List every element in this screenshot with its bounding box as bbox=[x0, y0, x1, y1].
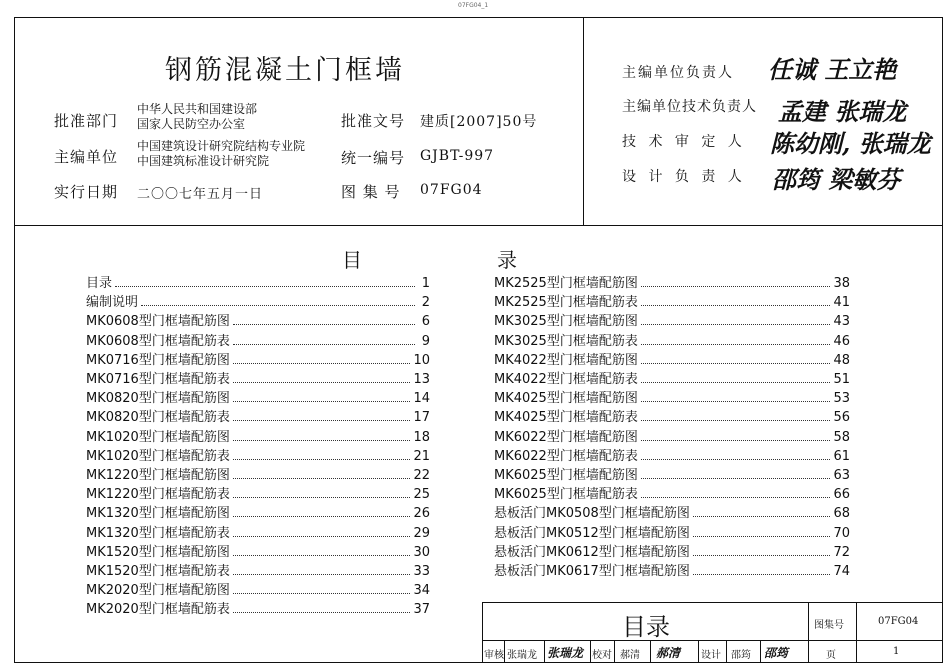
toc-entry-page: 43 bbox=[833, 314, 850, 330]
sig-names-chief-unit: 任诚 王立艳 bbox=[768, 55, 897, 84]
effective-date-label: 实行日期 bbox=[54, 183, 119, 201]
toc-entry-title: MK4025型门框墙配筋表 bbox=[494, 410, 638, 426]
design-signature: 邵筠 bbox=[764, 646, 789, 660]
toc-entry-title: MK4022型门框墙配筋表 bbox=[494, 372, 638, 387]
toc-entry bbox=[494, 368, 850, 387]
toc-leader-dots bbox=[233, 401, 411, 402]
toc-leader-dots bbox=[233, 344, 415, 345]
toc-leader-dots bbox=[233, 516, 411, 517]
header-divider bbox=[583, 17, 584, 226]
toc-entry bbox=[86, 445, 430, 464]
toc-entry bbox=[86, 291, 430, 310]
check-signature: 郝清 bbox=[656, 646, 681, 660]
approval-dept-value-1: 中华人民共和国建设部 bbox=[137, 102, 258, 116]
toc-entry bbox=[494, 406, 850, 425]
toc-entry-page: 25 bbox=[413, 487, 430, 503]
toc-leader-dots bbox=[641, 382, 831, 383]
toc-leader-dots bbox=[233, 574, 411, 575]
toc-entry-page: 38 bbox=[833, 276, 850, 291]
chief-unit-value-2: 中国建筑标准设计研究院 bbox=[137, 154, 270, 168]
review-signature: 张瑞龙 bbox=[547, 646, 584, 660]
toc-leader-dots bbox=[693, 536, 831, 537]
toc-entry-page: 61 bbox=[833, 448, 850, 464]
toc-entry bbox=[494, 349, 850, 368]
approval-dept-label: 批准部门 bbox=[54, 112, 119, 130]
toc-entry-title: MK1320型门框墙配筋表 bbox=[86, 525, 230, 541]
toc-leader-dots bbox=[233, 459, 411, 460]
toc-entry bbox=[494, 560, 850, 579]
chief-unit-label: 主编单位 bbox=[54, 148, 119, 166]
unified-no-label: 统一编号 bbox=[341, 149, 406, 167]
toc-entry bbox=[86, 598, 430, 617]
check-label: 校对 bbox=[592, 650, 612, 661]
toc-entry-page: 9 bbox=[421, 333, 430, 349]
toc-leader-dots bbox=[641, 401, 831, 402]
check-name: 郝清 bbox=[620, 650, 640, 661]
toc-leader-dots bbox=[641, 440, 831, 441]
toc-heading-right: 录 bbox=[497, 248, 517, 272]
toc-leader-dots bbox=[641, 324, 831, 325]
toc-entry-page: 22 bbox=[413, 468, 430, 483]
toc-entry-title: MK3025型门框墙配筋表 bbox=[494, 333, 638, 349]
toc-entry-page: 58 bbox=[833, 429, 850, 445]
toc-leader-dots bbox=[641, 363, 831, 364]
toc-leader-dots bbox=[233, 555, 411, 556]
toc-entry-page: 41 bbox=[833, 295, 850, 311]
toc-entry-title: 编制说明 bbox=[86, 295, 139, 311]
toc-entry-title: MK0608型门框墙配筋表 bbox=[86, 333, 230, 349]
toc-leader-dots bbox=[233, 324, 415, 325]
approval-dept-value-2: 国家人民防空办公室 bbox=[137, 117, 246, 131]
toc-leader-dots bbox=[641, 497, 831, 498]
approval-doc-label: 批准文号 bbox=[341, 112, 406, 130]
chief-unit-value-1: 中国建筑设计研究院结构专业院 bbox=[137, 139, 306, 153]
document-title: 钢筋混凝土门框墙 bbox=[165, 55, 405, 86]
toc-leader-dots bbox=[141, 305, 415, 306]
toc-leader-dots bbox=[233, 440, 411, 441]
unified-no-value: GJBT-997 bbox=[420, 148, 495, 164]
toc-entry bbox=[86, 522, 430, 541]
toc-entry-page: 74 bbox=[833, 564, 850, 579]
toc-entry-page: 46 bbox=[833, 333, 850, 349]
toc-leader-dots bbox=[693, 555, 831, 556]
toc-entry bbox=[494, 541, 850, 560]
effective-date-value: 二〇〇七年五月一日 bbox=[137, 187, 264, 202]
toc-entry-title: MK6022型门框墙配筋图 bbox=[494, 429, 638, 445]
toc-entry-title: 悬板活门MK0508型门框墙配筋图 bbox=[494, 506, 690, 522]
toc-entry bbox=[86, 349, 430, 368]
toc-entry bbox=[86, 330, 430, 349]
design-label: 设计 bbox=[701, 650, 721, 661]
toc-entry-title: MK0820型门框墙配筋图 bbox=[86, 391, 230, 407]
atlas-number: 07FG04 bbox=[878, 616, 919, 627]
sig-names-tech-chief: 孟建 张瑞龙 bbox=[778, 97, 907, 126]
toc-entry-title: 悬板活门MK0617型门框墙配筋图 bbox=[494, 564, 690, 579]
toc-entry-page: 66 bbox=[833, 487, 850, 503]
toc-leader-dots bbox=[693, 574, 831, 575]
toc-leader-dots bbox=[641, 420, 831, 421]
page-tag: 07FG04_1 bbox=[458, 2, 489, 9]
toc-entry-title: MK6025型门框墙配筋图 bbox=[494, 468, 638, 483]
toc-entry-title: 目录 bbox=[86, 276, 113, 291]
toc-leader-dots bbox=[641, 459, 831, 460]
toc-entry-page: 56 bbox=[833, 410, 850, 426]
approval-doc-value: 建质[2007]50号 bbox=[420, 114, 538, 130]
toc-entry-page: 26 bbox=[413, 506, 430, 522]
toc-leader-dots bbox=[641, 478, 831, 479]
title-block-divider-1 bbox=[808, 602, 809, 663]
toc-entry-title: MK6025型门框墙配筋表 bbox=[494, 487, 638, 503]
toc-entry-title: MK3025型门框墙配筋图 bbox=[494, 314, 638, 330]
toc-entry-page: 37 bbox=[413, 602, 430, 618]
toc-leader-dots bbox=[641, 344, 831, 345]
toc-entry-title: MK2525型门框墙配筋表 bbox=[494, 295, 638, 311]
design-name: 邵筠 bbox=[731, 650, 751, 661]
toc-entry-title: MK0608型门框墙配筋图 bbox=[86, 314, 230, 330]
toc-entry bbox=[86, 502, 430, 521]
toc-entry-page: 33 bbox=[413, 564, 430, 579]
toc-entry bbox=[86, 387, 430, 406]
toc-entry-title: MK0716型门框墙配筋图 bbox=[86, 352, 230, 368]
toc-entry-title: MK4025型门框墙配筋图 bbox=[494, 391, 638, 407]
toc-entry-page: 14 bbox=[413, 391, 430, 407]
toc-leader-dots bbox=[233, 420, 411, 421]
toc-entry-page: 63 bbox=[833, 468, 850, 483]
toc-heading-left: 目 bbox=[342, 248, 362, 272]
toc-entry bbox=[86, 426, 430, 445]
title-block-title: 目录 bbox=[622, 613, 670, 641]
toc-entry bbox=[86, 310, 430, 329]
toc-leader-dots bbox=[233, 382, 411, 383]
toc-entry bbox=[494, 310, 850, 329]
toc-entry-page: 18 bbox=[413, 429, 430, 445]
toc-entry-title: MK1320型门框墙配筋图 bbox=[86, 506, 230, 522]
toc-entry-page: 2 bbox=[421, 295, 430, 311]
toc-leader-dots bbox=[641, 305, 831, 306]
toc-entry-page: 1 bbox=[421, 276, 430, 291]
sig-role-tech-chief: 主编单位技术负责人 bbox=[622, 99, 757, 115]
atlas-no-label: 图 集 号 bbox=[341, 183, 401, 201]
sig-names-design-lead: 邵筠 梁敏芬 bbox=[772, 165, 901, 194]
toc-leader-dots bbox=[233, 478, 411, 479]
page-label: 页 bbox=[826, 650, 836, 661]
toc-entry bbox=[494, 464, 850, 483]
toc-entry bbox=[494, 522, 850, 541]
toc-entry-title: 悬板活门MK0612型门框墙配筋图 bbox=[494, 544, 690, 560]
toc-entry-title: MK4022型门框墙配筋图 bbox=[494, 352, 638, 368]
toc-entry-page: 70 bbox=[833, 525, 850, 541]
toc-entry-title: MK6022型门框墙配筋表 bbox=[494, 448, 638, 464]
toc-leader-dots bbox=[233, 536, 411, 537]
toc-entry-page: 48 bbox=[833, 352, 850, 368]
toc-entry-page: 21 bbox=[413, 448, 430, 464]
toc-leader-dots bbox=[693, 516, 831, 517]
toc-entry bbox=[494, 387, 850, 406]
toc-leader-dots bbox=[233, 612, 411, 613]
toc-entry-title: MK1220型门框墙配筋表 bbox=[86, 487, 230, 503]
toc-entry-page: 10 bbox=[413, 352, 430, 368]
toc-entry-title: MK2020型门框墙配筋表 bbox=[86, 602, 230, 618]
toc-entry bbox=[494, 272, 850, 291]
sig-role-design-lead: 设 计 负 责 人 bbox=[622, 169, 746, 185]
toc-entry bbox=[86, 272, 430, 291]
toc-entry bbox=[494, 502, 850, 521]
sig-role-chief-unit: 主编单位负责人 bbox=[622, 65, 734, 81]
toc-entry-title: MK1520型门框墙配筋图 bbox=[86, 544, 230, 560]
toc-entry-title: MK2020型门框墙配筋图 bbox=[86, 583, 230, 599]
atlas-no-value: 07FG04 bbox=[420, 182, 483, 198]
toc-entry bbox=[494, 483, 850, 502]
toc-entry-title: 悬板活门MK0512型门框墙配筋图 bbox=[494, 525, 690, 541]
toc-entry-page: 13 bbox=[413, 372, 430, 387]
toc-entry bbox=[86, 541, 430, 560]
toc-entry bbox=[494, 330, 850, 349]
sig-role-tech-review: 技 术 审 定 人 bbox=[622, 134, 746, 150]
toc-leader-dots bbox=[233, 593, 411, 594]
toc-entry-page: 34 bbox=[413, 583, 430, 599]
toc-entry-page: 68 bbox=[833, 506, 850, 522]
toc-entry-title: MK2525型门框墙配筋图 bbox=[494, 276, 638, 291]
toc-leader-dots bbox=[233, 363, 411, 364]
toc-entry bbox=[494, 291, 850, 310]
title-block-row-divider bbox=[482, 640, 943, 641]
toc-entry-page: 51 bbox=[833, 372, 850, 387]
page-number: 1 bbox=[893, 646, 900, 657]
toc-entry bbox=[86, 579, 430, 598]
review-label: 审核 bbox=[484, 650, 504, 661]
toc-entry bbox=[86, 483, 430, 502]
toc-entry bbox=[86, 406, 430, 425]
toc-leader-dots bbox=[641, 286, 831, 287]
toc-entry-page: 30 bbox=[413, 544, 430, 560]
atlas-label: 图集号 bbox=[814, 620, 844, 631]
toc-entry bbox=[86, 368, 430, 387]
toc-leader-dots bbox=[115, 286, 415, 287]
toc-entry-title: MK1020型门框墙配筋图 bbox=[86, 429, 230, 445]
toc-entry-page: 72 bbox=[833, 544, 850, 560]
toc-entry bbox=[494, 426, 850, 445]
toc-entry-page: 53 bbox=[833, 391, 850, 407]
toc-entry-title: MK0820型门框墙配筋表 bbox=[86, 410, 230, 426]
toc-entry-title: MK1520型门框墙配筋表 bbox=[86, 564, 230, 579]
toc-entry-title: MK0716型门框墙配筋表 bbox=[86, 372, 230, 387]
toc-entry-page: 17 bbox=[413, 410, 430, 426]
toc-entry-page: 6 bbox=[421, 314, 430, 330]
title-block-divider-2 bbox=[856, 602, 857, 663]
toc-entry-title: MK1220型门框墙配筋图 bbox=[86, 468, 230, 483]
toc-entry bbox=[86, 560, 430, 579]
toc-entry-title: MK1020型门框墙配筋表 bbox=[86, 448, 230, 464]
sig-names-tech-review: 陈幼刚, 张瑞龙 bbox=[770, 129, 931, 158]
toc-entry bbox=[494, 445, 850, 464]
toc-leader-dots bbox=[233, 497, 411, 498]
toc-entry-page: 29 bbox=[413, 525, 430, 541]
toc-entry bbox=[86, 464, 430, 483]
review-name: 张瑞龙 bbox=[507, 650, 537, 661]
